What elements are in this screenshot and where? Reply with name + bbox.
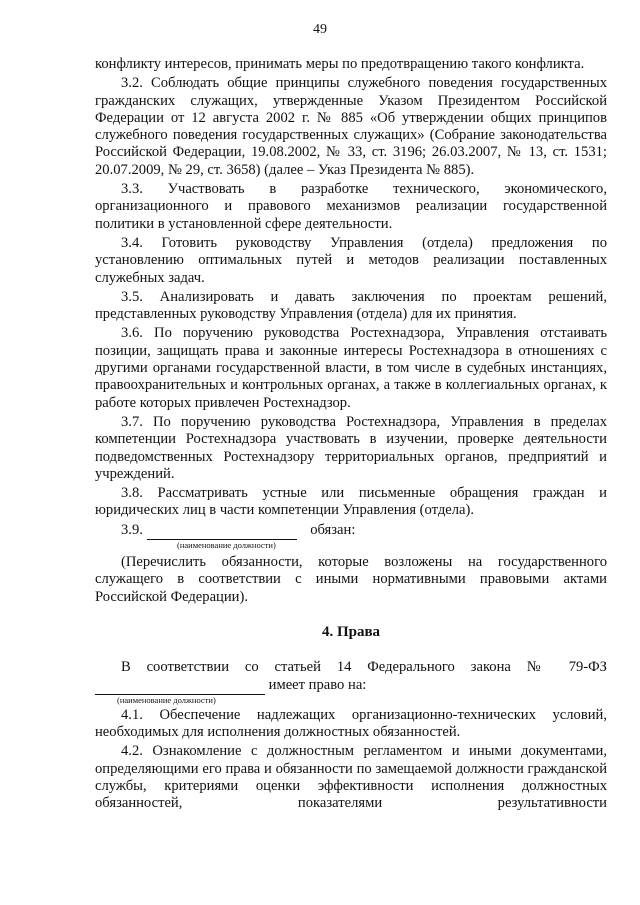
document-body (95, 56, 607, 813)
paragraph-3-4: 3.4. Готовить руководству Управления (отдела) предложения по установлению оптимальных путей и методов реализации поставленных служебных задач. (95, 234, 607, 286)
obliged-text: обязан: (310, 521, 356, 538)
paragraph-list-duties: (Перечислить обязанности, которые возложены на государственного служащего в соответствии с иными нормативными правовыми актами Российской Федерации). (95, 554, 607, 605)
page-number: 49 (313, 22, 327, 37)
paragraph-3-7: 3.7. По поручению руководства Ростехнадзора, Управления в пределах компетенции Ростехнадзора участвовать в изучении, проверке деятельности подведомственных Ростехнадзору территориальных органов, предприятий и учреждений. (95, 413, 607, 482)
item-number-3-9: 3.9. (121, 521, 143, 538)
paragraph-3-5: 3.5. Анализировать и давать заключения по проектам решений, представленных руководству Управления (отдела) для их принятия. (95, 288, 607, 323)
rights-position-caption: (наименование должности) (117, 694, 216, 705)
position-name-caption: (наименование должности) (177, 540, 276, 551)
section-heading-rights: 4. Права (321, 623, 381, 640)
rights-intro-line1: В соответствии со статьей 14 Федерального закона № 79-ФЗ (121, 659, 607, 676)
paragraph-3-2: 3.2. Соблюдать общие принципы служебного поведения государственных гражданских служащих, утвержденные Указом Президентом Российской Федерации от 12 августа 2002 г. № 885 «Об утверждении общих принципов служебного поведения государственных служащих» (Собрание законодательства Российской Федерации, 19.08.2002, № 33, ст. 3196; 26.03.2007, № 13, ст. 1531; 20.07.2009, № 29, ст. 3658) (далее – Указ Президента № 885). (95, 75, 607, 178)
rights-intro-line2 (95, 677, 607, 695)
has-right-text: имеет право на: (268, 676, 367, 693)
position-name-blank (147, 522, 297, 540)
paragraph-conflict-continuation: конфликту интересов, принимать меры по предотвращению такого конфликта. (95, 56, 585, 72)
paragraph-3-9 (95, 522, 607, 540)
paragraph-4-1: 4.1. Обеспечение надлежащих организационно-технических условий, необходимых для исполнения должностных обязанностей. (95, 706, 607, 741)
paragraph-4-2: 4.2. Ознакомление с должностным регламентом и иными документами, определяющими его права и обязанности по замещаемой должности гражданской службы, критериями оценки эффективности исполнения должностных обязанностей, показателями результативности (95, 743, 607, 812)
rights-position-blank (95, 677, 265, 695)
paragraph-3-3: 3.3. Участвовать в разработке технического, экономического, организационного и правового механизмов реализации государственной политики в установленной сфере деятельности. (95, 181, 607, 232)
paragraph-3-6: 3.6. По поручению руководства Ростехнадзора, Управления отстаивать позиции, защищать права и законные интересы Ростехнадзора в отношениях с другими органами государственной власти, в том числе в судебных инстанциях, правоохранительных и контрольных органах, а также в коллегиальных органах, к работе которых привлечен Ростехнадзор. (95, 325, 607, 411)
paragraph-3-8: 3.8. Рассматривать устные или письменные обращения граждан и юридических лиц в части компетенции Управления (отдела). (95, 485, 607, 519)
